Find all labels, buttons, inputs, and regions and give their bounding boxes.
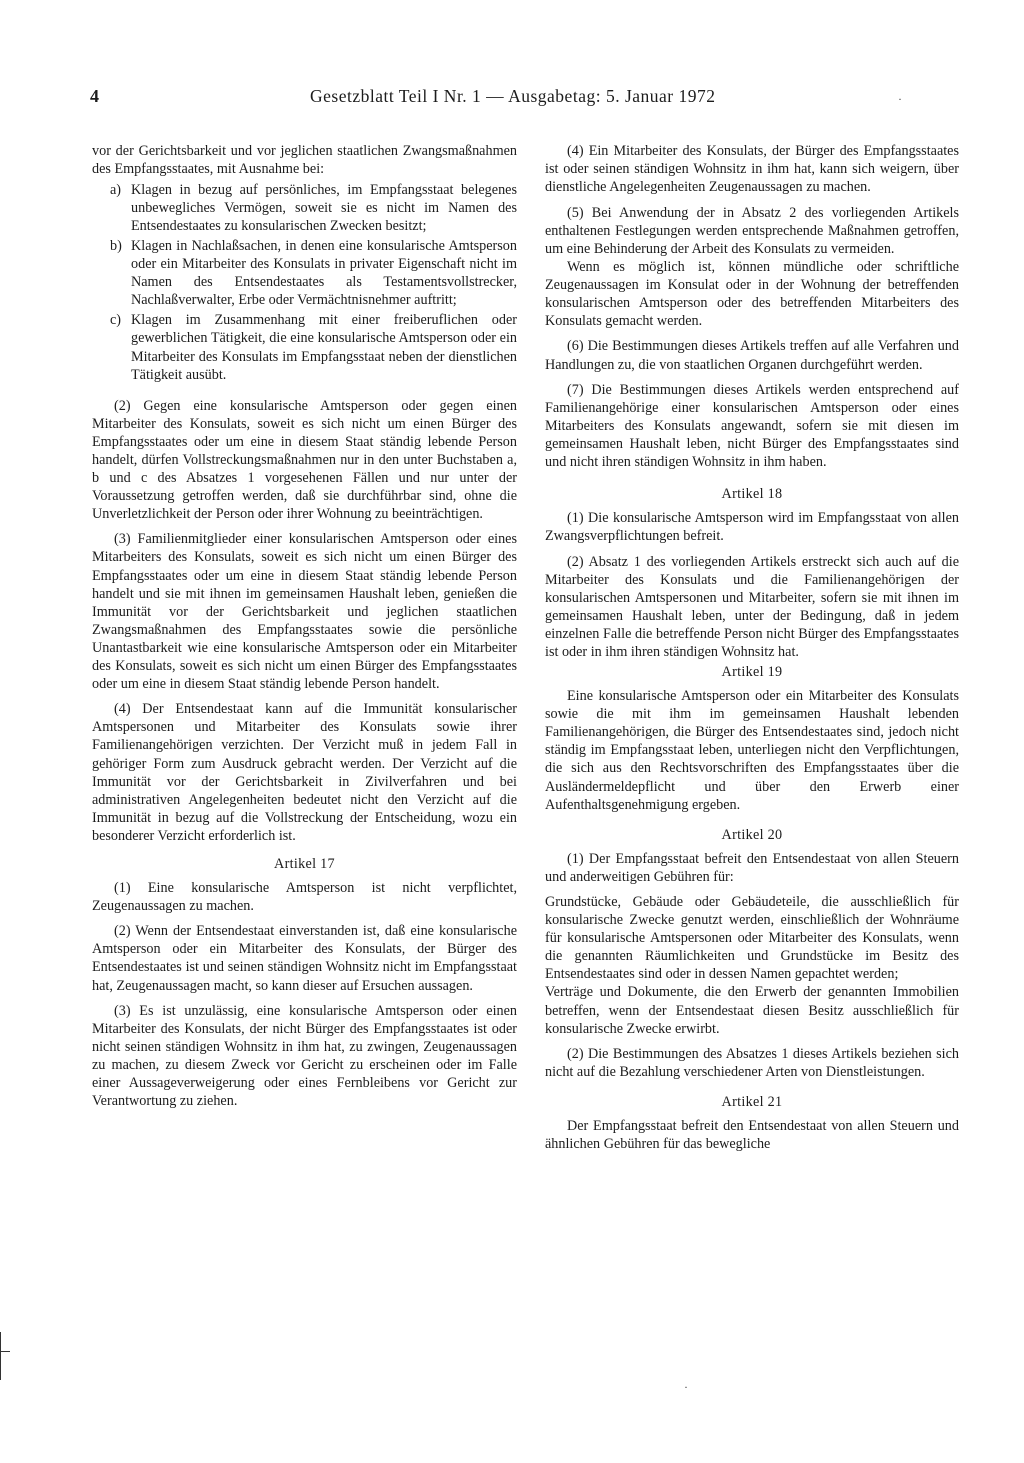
left-column (92, 142, 517, 1118)
list-item (92, 311, 517, 383)
paragraph-3: (3) Familienmitglieder einer konsularischen Amtsperson oder eines Mitarbeiters des Konsulats, soweit es sich nicht um einen Bürger des Empfangsstaates oder um eine in diesem Staat ständig lebende Person handelt und sie mit ihnen im gemeinsamen Haushalt leben, genießen die Immunität vor der Gerichtsbarkeit und jeglichen staatlichen Zwangsmaßnahmen des Empfangsstaates sowie die persönliche Unantastbarkeit wie eine konsularische Amtsperson oder ein Mitarbeiter des Konsulats, soweit es sich nicht um einen Bürger des Empfangsstaates oder um eine in diesem Staat ständig lebende Person handelt. (92, 531, 517, 692)
article-20-item-real-estate: Grundstücke, Gebäude oder Gebäudeteile, die ausschließlich für konsularische Zwecke genutzt werden, einschließlich der Wohnräume für konsularische Amtspersonen oder Mitarbeiter des Konsulats, wenn die genannten Räumlichkeiten und Grundstücke im Besitz des Entsendestaates sind oder in dessen Namen gepachtet werden; (545, 894, 959, 983)
article-18-paragraph-2: (2) Absatz 1 des vorliegenden Artikels erstreckt sich auch auf die Mitarbeiter des Konsulats und die Familienangehörigen der konsularischen Amtspersonen und Mitarbeiter, sofern sie mit ihnen im gemeinsamen Haushalt leben, unter der Bedingung, daß in jedem einzelnen Falle die betreffende Person nicht Bürger des Empfangsstaates ist oder in ihm ihren ständigen Wohnsitz hat. (545, 553, 959, 661)
intro-paragraph: vor der Gerichtsbarkeit und vor jeglichen staatlichen Zwangsmaßnahmen des Empfangsstaates, mit Ausnahme bei: (92, 143, 517, 178)
article-17-paragraph-1: (1) Eine konsularische Amtsperson ist nicht verpflichtet, Zeugenaussagen zu machen. (92, 879, 517, 914)
article-19-paragraph-1: Eine konsularische Amtsperson oder ein Mitarbeiter des Konsulats sowie die mit ihm im gemeinsamen Haushalt lebenden Familienangehörigen, die Bürger des Entsendestaates sind, jedoch nicht ständig im Empfangsstaat leben, unterliegen nicht den Verpflichtungen, die sich aus den Rechtsvorschriften des Empfangsstaates über die Ausländermeldepflicht und über den Erwerb einer Aufenthaltsgenehmigung ergeben. (545, 688, 959, 813)
scan-speck: · (898, 92, 902, 106)
list-item (92, 181, 517, 235)
article-20-item-contracts: Verträge und Dokumente, die den Erwerb der genannten Immobilien betreffen, wenn der Entsendestaat diesen Besitz ausschließlich für konsularische Zwecke erwirbt. (545, 984, 959, 1037)
list-item-label: c) (110, 312, 122, 329)
list-item (92, 237, 517, 309)
article-20-paragraph-1: (1) Der Empfangsstaat befreit den Entsendestaat von allen Steuern und anderweitigen Gebühren für: (545, 850, 959, 885)
list-item-label: a) (110, 182, 122, 199)
article-18-paragraph-1: (1) Die konsularische Amtsperson wird im Empfangsstaat von allen Zwangsverpflichtungen befreit. (545, 510, 959, 545)
article-21-paragraph-1: Der Empfangsstaat befreit den Entsendestaat von allen Steuern und ähnlichen Gebühren für das bewegliche (545, 1118, 959, 1153)
article-18-heading: Artikel 18 (721, 486, 783, 503)
list-item-text: Klagen in bezug auf persönliches, im Empfangsstaat belegenes unbewegliches Vermögen, soweit sie es nicht im Namen des Entsendestaates zu konsularischen Zwecken besitzt; (131, 182, 517, 235)
article-17-heading: Artikel 17 (274, 855, 335, 872)
paragraph-2: (2) Gegen eine konsularische Amtsperson oder gegen einen Mitarbeiter des Konsulats, soweit es sich nicht um einen Bürger des Empfangsstaates oder um eine in diesem Staat ständig lebende Person handelt, dürfen Vollstreckungsmaßnahmen nur in den unter Buchstaben a, b und c des Absatzes 1 vorgesehenen Fällen und nur unter der Voraussetzung getroffen werden, daß sie durchführbar sind, ohne die Unverletzlichkeit der Person oder ihrer Wohnung zu beeinträchtigen. (92, 397, 517, 522)
right-column (545, 142, 959, 1161)
article-20-heading: Artikel 20 (721, 826, 783, 843)
paragraph-4-right: (4) Ein Mitarbeiter des Konsulats, der Bürger des Empfangsstaates ist oder seinen ständigen Wohnsitz in ihm hat, kann sich weigern, über dienstliche Angelegenheiten Zeugenaussagen zu machen. (545, 143, 959, 196)
gazette-title: Gesetzblatt Teil I Nr. 1 — Ausgabetag: 5. Januar 1972 (310, 86, 716, 106)
list-item-label: b) (110, 238, 122, 255)
exception-list (92, 181, 517, 384)
paragraph-5: (5) Bei Anwendung der in Absatz 2 des vorliegenden Artikels enthaltenen Festlegungen werden entsprechende Maßnahmen getroffen, um eine Behinderung der Arbeit des Konsulats zu vermeiden. (545, 204, 959, 257)
paragraph-6: (6) Die Bestimmungen dieses Artikels treffen auf alle Verfahren und Handlungen zu, die von staatlichen Organen durchgeführt werden. (545, 338, 959, 373)
article-21-heading: Artikel 21 (721, 1094, 783, 1111)
list-item-text: Klagen in Nachlaßsachen, in denen eine konsularische Amtsperson oder ein Mitarbeiter des Konsulats in privater Eigenschaft nicht im Namen des Entsendestaates als Testamentsvollstrecker, Nachlaßverwalter, Erbe oder Vermächtnisnehmer auftritt; (131, 238, 517, 309)
article-17-paragraph-3: (3) Es ist unzulässig, eine konsularische Amtsperson oder einen Mitarbeiter des Konsulats, der nicht Bürger des Empfangsstaates ist oder nicht seinen ständigen Wohnsitz in ihm hat, zu zwingen, Zeugenaussagen zu machen, zu diesem Zweck vor Gericht zu erscheinen oder im Falle einer Aussageverweigerung oder eines Fernbleibens vor Gericht zur Verantwortung zu ziehen. (92, 1003, 517, 1110)
page-number: 4 (90, 86, 99, 106)
article-20-paragraph-2: (2) Die Bestimmungen des Absatzes 1 dieses Artikels beziehen sich nicht auf die Bezahlung verschiedener Arten von Dienstleistungen. (545, 1046, 959, 1081)
scan-edge-mark (0, 1332, 10, 1380)
scan-speck: · (684, 1380, 688, 1394)
page-header (90, 86, 970, 116)
paragraph-7: (7) Die Bestimmungen dieses Artikels werden entsprechend auf Familienangehörige einer konsularischen Amtsperson oder eines Mitarbeiters des Konsulats angewandt, sofern sie mit diesen im gemeinsamen Haushalt leben, nicht Bürger des Empfangsstaates sind und nicht ihren ständigen Wohnsitz in ihm haben. (545, 382, 959, 471)
paragraph-4: (4) Der Entsendestaat kann auf die Immunität konsularischer Amtspersonen und Mitarbeiter des Konsulats sowie ihrer Familienangehörigen verzichten. Der Verzicht muß in jedem Fall in gehöriger Form zum Ausdruck gebracht werden. Der Verzicht auf die Immunität vor der Gerichtsbarkeit in Zivilverfahren und bei administrativen Angelegenheiten bedeutet nicht den Verzicht auf die Immunität in bezug auf die Vollstreckung der Entscheidung, wozu ein besonderer Verzicht erforderlich ist. (92, 701, 517, 844)
article-17-paragraph-2: (2) Wenn der Entsendestaat einverstanden ist, daß eine konsularische Amtsperson oder ein Mitarbeiter des Konsulats, der Bürger des Entsendestaates ist und seinen ständigen Wohnsitz nicht im Empfangsstaat hat, Zeugenaussagen macht, so kann dieser auf Ersuchen aussagen. (92, 923, 517, 994)
paragraph-5-continued: Wenn es möglich ist, können mündliche oder schriftliche Zeugenaussagen im Konsulat oder in der Wohnung der betreffenden konsularischen Amtsperson oder des betreffenden Mitarbeiters des Konsulats gemacht werden. (545, 258, 959, 329)
list-item-text: Klagen im Zusammenhang mit einer freiberuflichen oder gewerblichen Tätigkeit, die eine konsularische Amtsperson oder ein Mitarbeiter des Konsulats im Empfangsstaat neben der dienstlichen Tätigkeit ausübt. (131, 312, 517, 383)
article-19-heading: Artikel 19 (721, 664, 783, 681)
